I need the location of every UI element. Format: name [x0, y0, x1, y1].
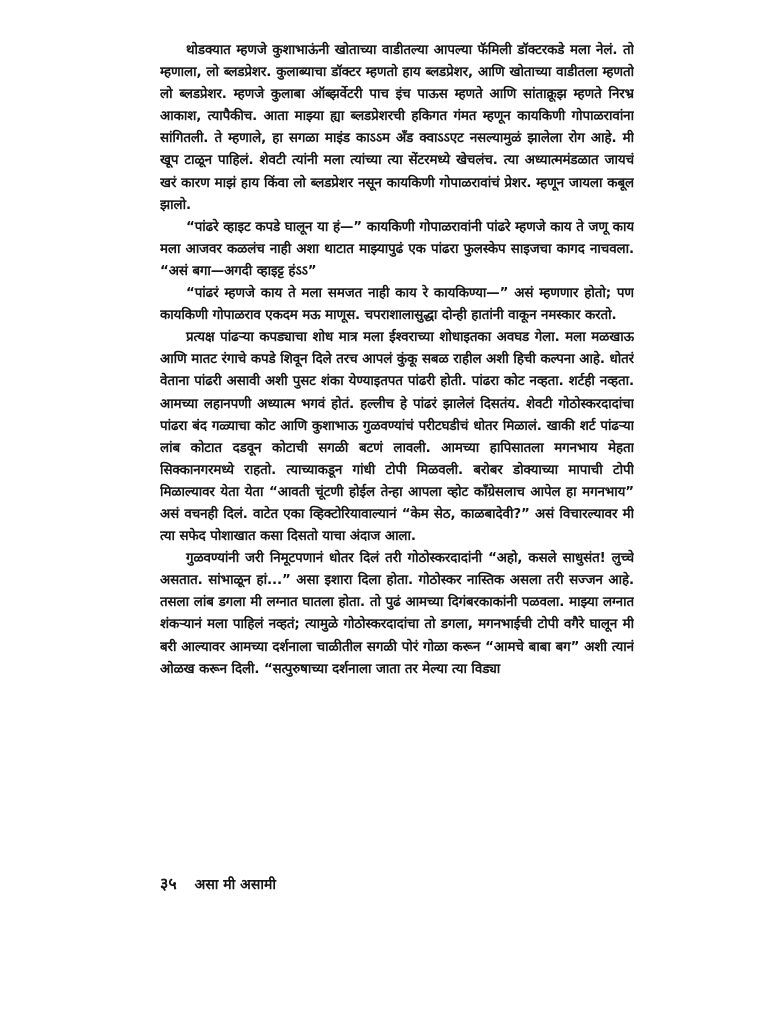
page-body: [160, 40, 634, 960]
paragraph: “पांढरे व्हाइट कपडे घालून या हं—” कायकिणी गोपाळरावांनी पांढरे म्हणजे काय ते जणू काय मला आजवर कळलंच नाही अशा थाटात माझ्यापुढं एक पांढरा फुलस्केप साइजचा कागद नाचवला. “असं बगा—अगदी व्हाइट्ट हंऽऽ”: [160, 219, 634, 279]
paragraph: गुळवण्यांनी जरी निमूटपणानं धोतर दिलं तरी गोठोस्करदादांनी “अहो, कसले साधुसंत! लुच्चे असतात. सांभाळून हां...” असा इशारा दिला होता. गोठोस्कर नास्तिक असला तरी सज्जन आहे. तसला लांब डगला मी लग्नात घातला होता. तो पुढं आमच्या दिगंबरकाकांनी पळवला. माझ्या लग्नात शंकऱ्यानं मला पाहिलं नव्हतं; त्यामुळे गोठोस्करदादांचा तो डगला, मगनभाईची टोपी वगैरे घालून मी बरी आल्यावर आमच्या दर्शनाला चाळीतील सगळी पोरं गोळा करून “आमचे बाबा बग” अशी त्यानं ओळख करून दिली. “सत्पुरुषाच्या दर्शनाला जाता तर मेल्या त्या विड्या: [160, 551, 634, 677]
paragraph: “पांढरं म्हणजे काय ते मला समजत नाही काय रे कायकिण्या—” असं म्हणणार होतो; पण कायकिणी गोपाळराव एकदम मऊ माणूस. चपराशालासुद्धा दोन्ही हातांनी वाकून नमस्कार करतो.: [160, 286, 634, 324]
paragraph: प्रत्यक्ष पांढऱ्या कपड्याचा शोध मात्र मला ईश्वराच्या शोधाइतका अवघड गेला. मला मळखाऊ आणि मातट रंगाचे कपडे शिवून दिले तरच आपलं कुंकू सबळ राहील अशी हिची कल्पना आहे. धोतरं वेताना पांढरी असावी अशी पुसट शंका येण्याइतपत पांढरी होती. पांढरा कोट नव्हता. शर्टही नव्हता. आमच्या लहानपणी अध्यात्म भगवं होतं. हल्लीच हे पांढरं झालेलं दिसतंय. शेवटी गोठोस्करदादांचा पांढरा बंद गळ्याचा कोट आणि कुशाभाऊ गुळवण्यांचं परीटघडीचं धोतर मिळालं. खाकी शर्ट पांढऱ्या लांब कोटात दडवून कोटाची सगळी बटणं लावली. आमच्या हापिसातला मगनभाय मेहता सिक्कानगरमध्ये राहतो. त्याच्याकडून गांधी टोपी मिळवली. बरोबर डोक्याच्या मापाची टोपी मिळाल्यावर येता येता “आवती चूंटणी होईल तेन्हा आपला व्होट कॉंग्रेसलाच आपेल हा मगनभाय” असं वचनही दिलं. वाटेत एका व्हिक्टोरियावाल्यानं “केम सेठ, काळबादेवी?” असं विचारल्यावर मी त्या सफेद पोशाखात कसा दिसतो याचा अंदाज आला.: [160, 330, 634, 545]
text-block: [160, 40, 634, 681]
running-title: असा मी असामी: [194, 877, 276, 893]
page-footer: [160, 872, 276, 894]
paragraph: थोडक्यात म्हणजे कुशाभाऊंनी खोताच्या वाडीतल्या आपल्या फॅमिली डॉक्टरकडे मला नेलं. तो म्हणाला, लो ब्लडप्रेशर. कुलाब्याचा डॉक्टर म्हणतो हाय ब्लडप्रेशर, आणि खोताच्या वाडीतला म्हणतो लो ब्लडप्रेशर. म्हणजे कुलाबा ऑब्झर्वेटरी पाच इंच पाऊस म्हणते आणि सांताक्रूझ म्हणते निरभ्र आकाश, त्यापैकीच. आता माझ्या ह्या ब्लडप्रेशरची हकिगत गंमत म्हणून कायकिणी गोपाळरावांना सांगितली. ते म्हणाले, हा सगळा माइंड काऽऽम अँड क्वाऽऽएट नसल्यामुळं झालेला रोग आहे. मी खूप टाळून पाहिलं. शेवटी त्यांनी मला त्यांच्या त्या सेंटरमध्ये खेचलंच. त्या अध्यात्ममंडळात जायचं खरं कारण माझं हाय किंवा लो ब्लडप्रेशर नसून कायकिणी गोपाळरावांचं प्रेशर. म्हणून जायला कबूल झालो.: [160, 43, 634, 213]
page-number: ३५: [160, 874, 177, 893]
